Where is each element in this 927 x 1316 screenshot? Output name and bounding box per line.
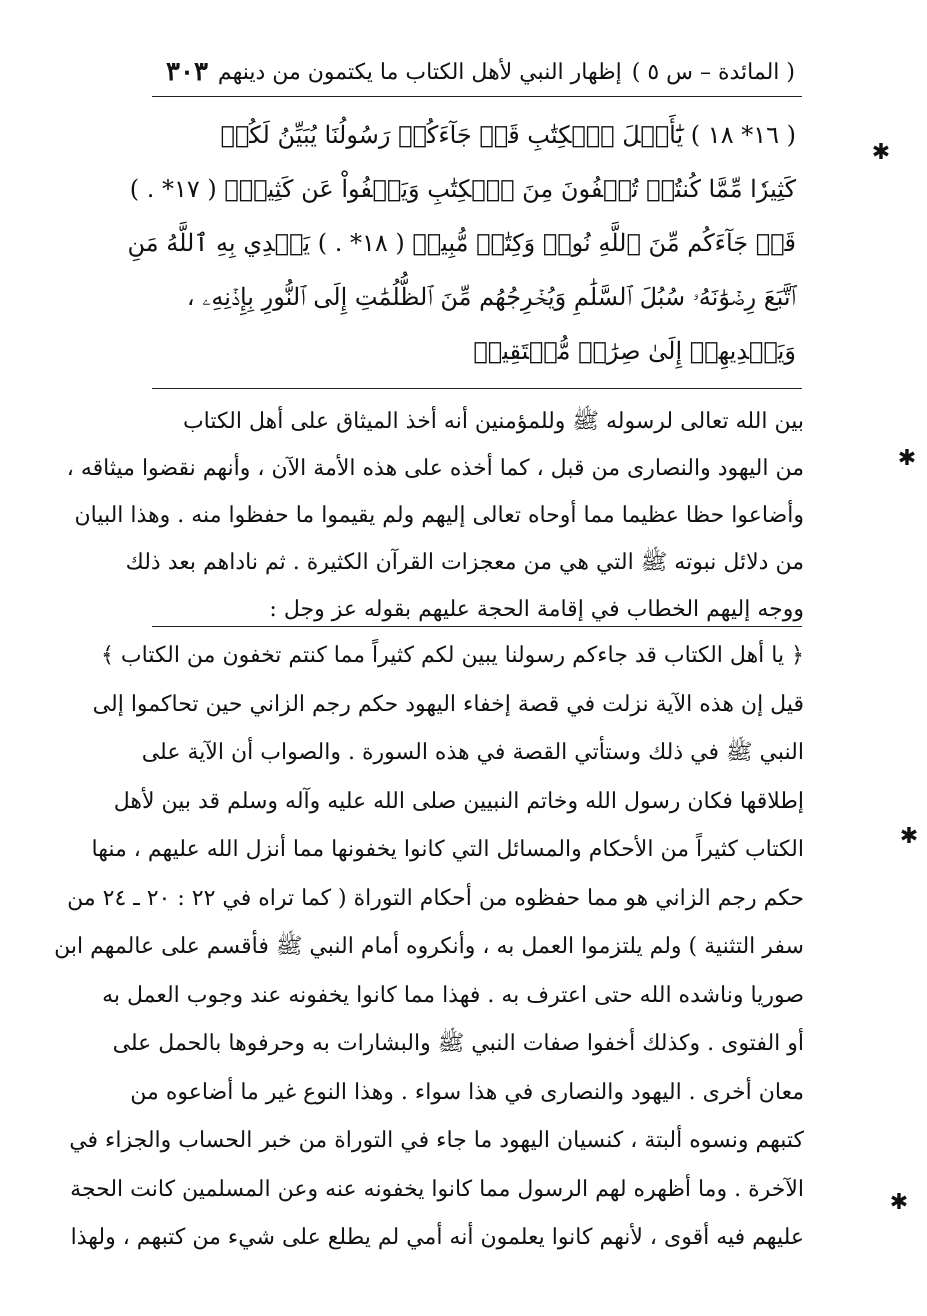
header-divider (152, 96, 802, 97)
margin-marker-icon: ✱ (871, 140, 891, 165)
text-line: من دلائل نبوته ﷺ التي هي من معجزات القرآن الكثيرة . ثم ناداهم بعد ذلك (125, 550, 804, 575)
text-line: النبي ﷺ في ذلك وستأتي القصة في هذه السورة . والصواب أن الآية على (141, 740, 804, 765)
header-title: إظهار النبي لأهل الكتاب ما يكتمون من دينهم (217, 59, 622, 85)
text-line: وأضاعوا حظا عظيما مما أوحاه تعالى إليهم ولم يقيموا ما حفظوا منه . وهذا البيان (74, 503, 804, 528)
verse-divider (152, 388, 802, 389)
text-line: سفر التثنية ) ولم يلتزموا العمل به ، وأنكروه أمام النبي ﷺ فأقسم على عالمهم ابن (54, 934, 804, 959)
header-surah-ref: ( المائدة – س ٥ ) (631, 59, 795, 85)
text-line: صوريا وناشده الله حتى اعترف به . فهذا مما كانوا يخفونه عند وجوب العمل به (102, 982, 804, 1008)
tafsir-paragraph (54, 632, 804, 1263)
verse-line: كَثِيرٗا مِّمَّا كُنتُمۡ تُخۡفُونَ مِنَ ٱلۡكِتَٰبِ وَيَعۡفُواْ عَن كَثِيرٖۚ ( ١٧* . ) (129, 175, 796, 203)
text-line: ﴿ يا أهل الكتاب قد جاءكم رسولنا يبين لكم كثيراً مما كنتم تخفون من الكتاب ﴾ (101, 643, 804, 668)
verse-line: ٱتَّبَعَ رِضۡوَٰنَهُۥ سُبُلَ ٱلسَّلَٰمِ وَيُخۡرِجُهُم مِّنَ ٱلظُّلُمَٰتِ إِلَى ٱلنُّورِ بِإِذۡنِهِۦ ، (186, 283, 796, 311)
verse-line: ( ١٦* ١٨ ) يَٰٓأَهۡلَ ٱلۡكِتَٰبِ قَدۡ جَآءَكُمۡ رَسُولُنَا يُبَيِّنُ لَكُمۡ (220, 121, 796, 149)
verse-line: وَيَهۡدِيهِمۡ إِلَىٰ صِرَٰطٖ مُّسۡتَقِيمٖ (473, 337, 796, 365)
text-line: حكم رجم الزاني هو مما حفظوه من أحكام التوراة ( كما تراه في ٢٢ : ٢٠ ـ ٢٤ من (67, 885, 804, 911)
section-divider (152, 626, 802, 627)
text-line: عليهم فيه أقوى ، لأنهم كانوا يعلمون أنه أمي لم يطلع على شيء من كتبهم ، ولهذا (70, 1225, 804, 1250)
text-line: الآخرة . وما أظهره لهم الرسول مما كانوا يخفونه عنه وعن المسلمين كانت الحجة (70, 1176, 804, 1202)
text-line: ووجه إليهم الخطاب في إقامة الحجة عليهم بقوله عز وجل : (269, 597, 804, 622)
margin-marker-icon: ✱ (897, 446, 917, 471)
text-line: قيل إن هذه الآية نزلت في قصة إخفاء اليهود حكم رجم الزاني حين تحاكموا إلى (92, 691, 804, 717)
text-line: أو الفتوى . وكذلك أخفوا صفات النبي ﷺ والبشارات به وحرفوها بالحمل على (112, 1031, 804, 1056)
intro-paragraph (66, 398, 804, 633)
margin-marker-icon: ✱ (889, 1190, 909, 1215)
running-header (150, 50, 795, 94)
quran-verse-block (127, 108, 796, 380)
text-line: كتبهم ونسوه ألبتة ، كنسيان اليهود ما جاء في التوراة من خبر الحساب والجزاء في (69, 1128, 804, 1153)
text-line: بين الله تعالى لرسوله ﷺ وللمؤمنين أنه أخذ الميثاق على أهل الكتاب (182, 409, 804, 434)
text-line: من اليهود والنصارى من قبل ، كما أخذه على هذه الأمة الآن ، وأنهم نقضوا ميثاقه ، (66, 456, 804, 481)
margin-marker-icon: ✱ (899, 824, 919, 849)
text-line: إطلاقها فكان رسول الله وخاتم النبيين صلى الله عليه وآله وسلم قد بين لأهل (113, 788, 804, 814)
page-number: ٣٠٣ (166, 57, 208, 87)
verse-line: قَدۡ جَآءَكُم مِّنَ ٱللَّهِ نُورٞ وَكِتَٰبٞ مُّبِينٞ ( ١٨* . ) يَهۡدِي بِهِ ٱللَّهُ مَنِ (127, 229, 796, 257)
text-line: معان أخرى . اليهود والنصارى في هذا سواء . وهذا النوع غير ما أضاعوه من (130, 1079, 804, 1105)
text-line: الكتاب كثيراً من الأحكام والمسائل التي كانوا يخفونها مما أنزل الله عليهم ، منها (91, 837, 804, 862)
